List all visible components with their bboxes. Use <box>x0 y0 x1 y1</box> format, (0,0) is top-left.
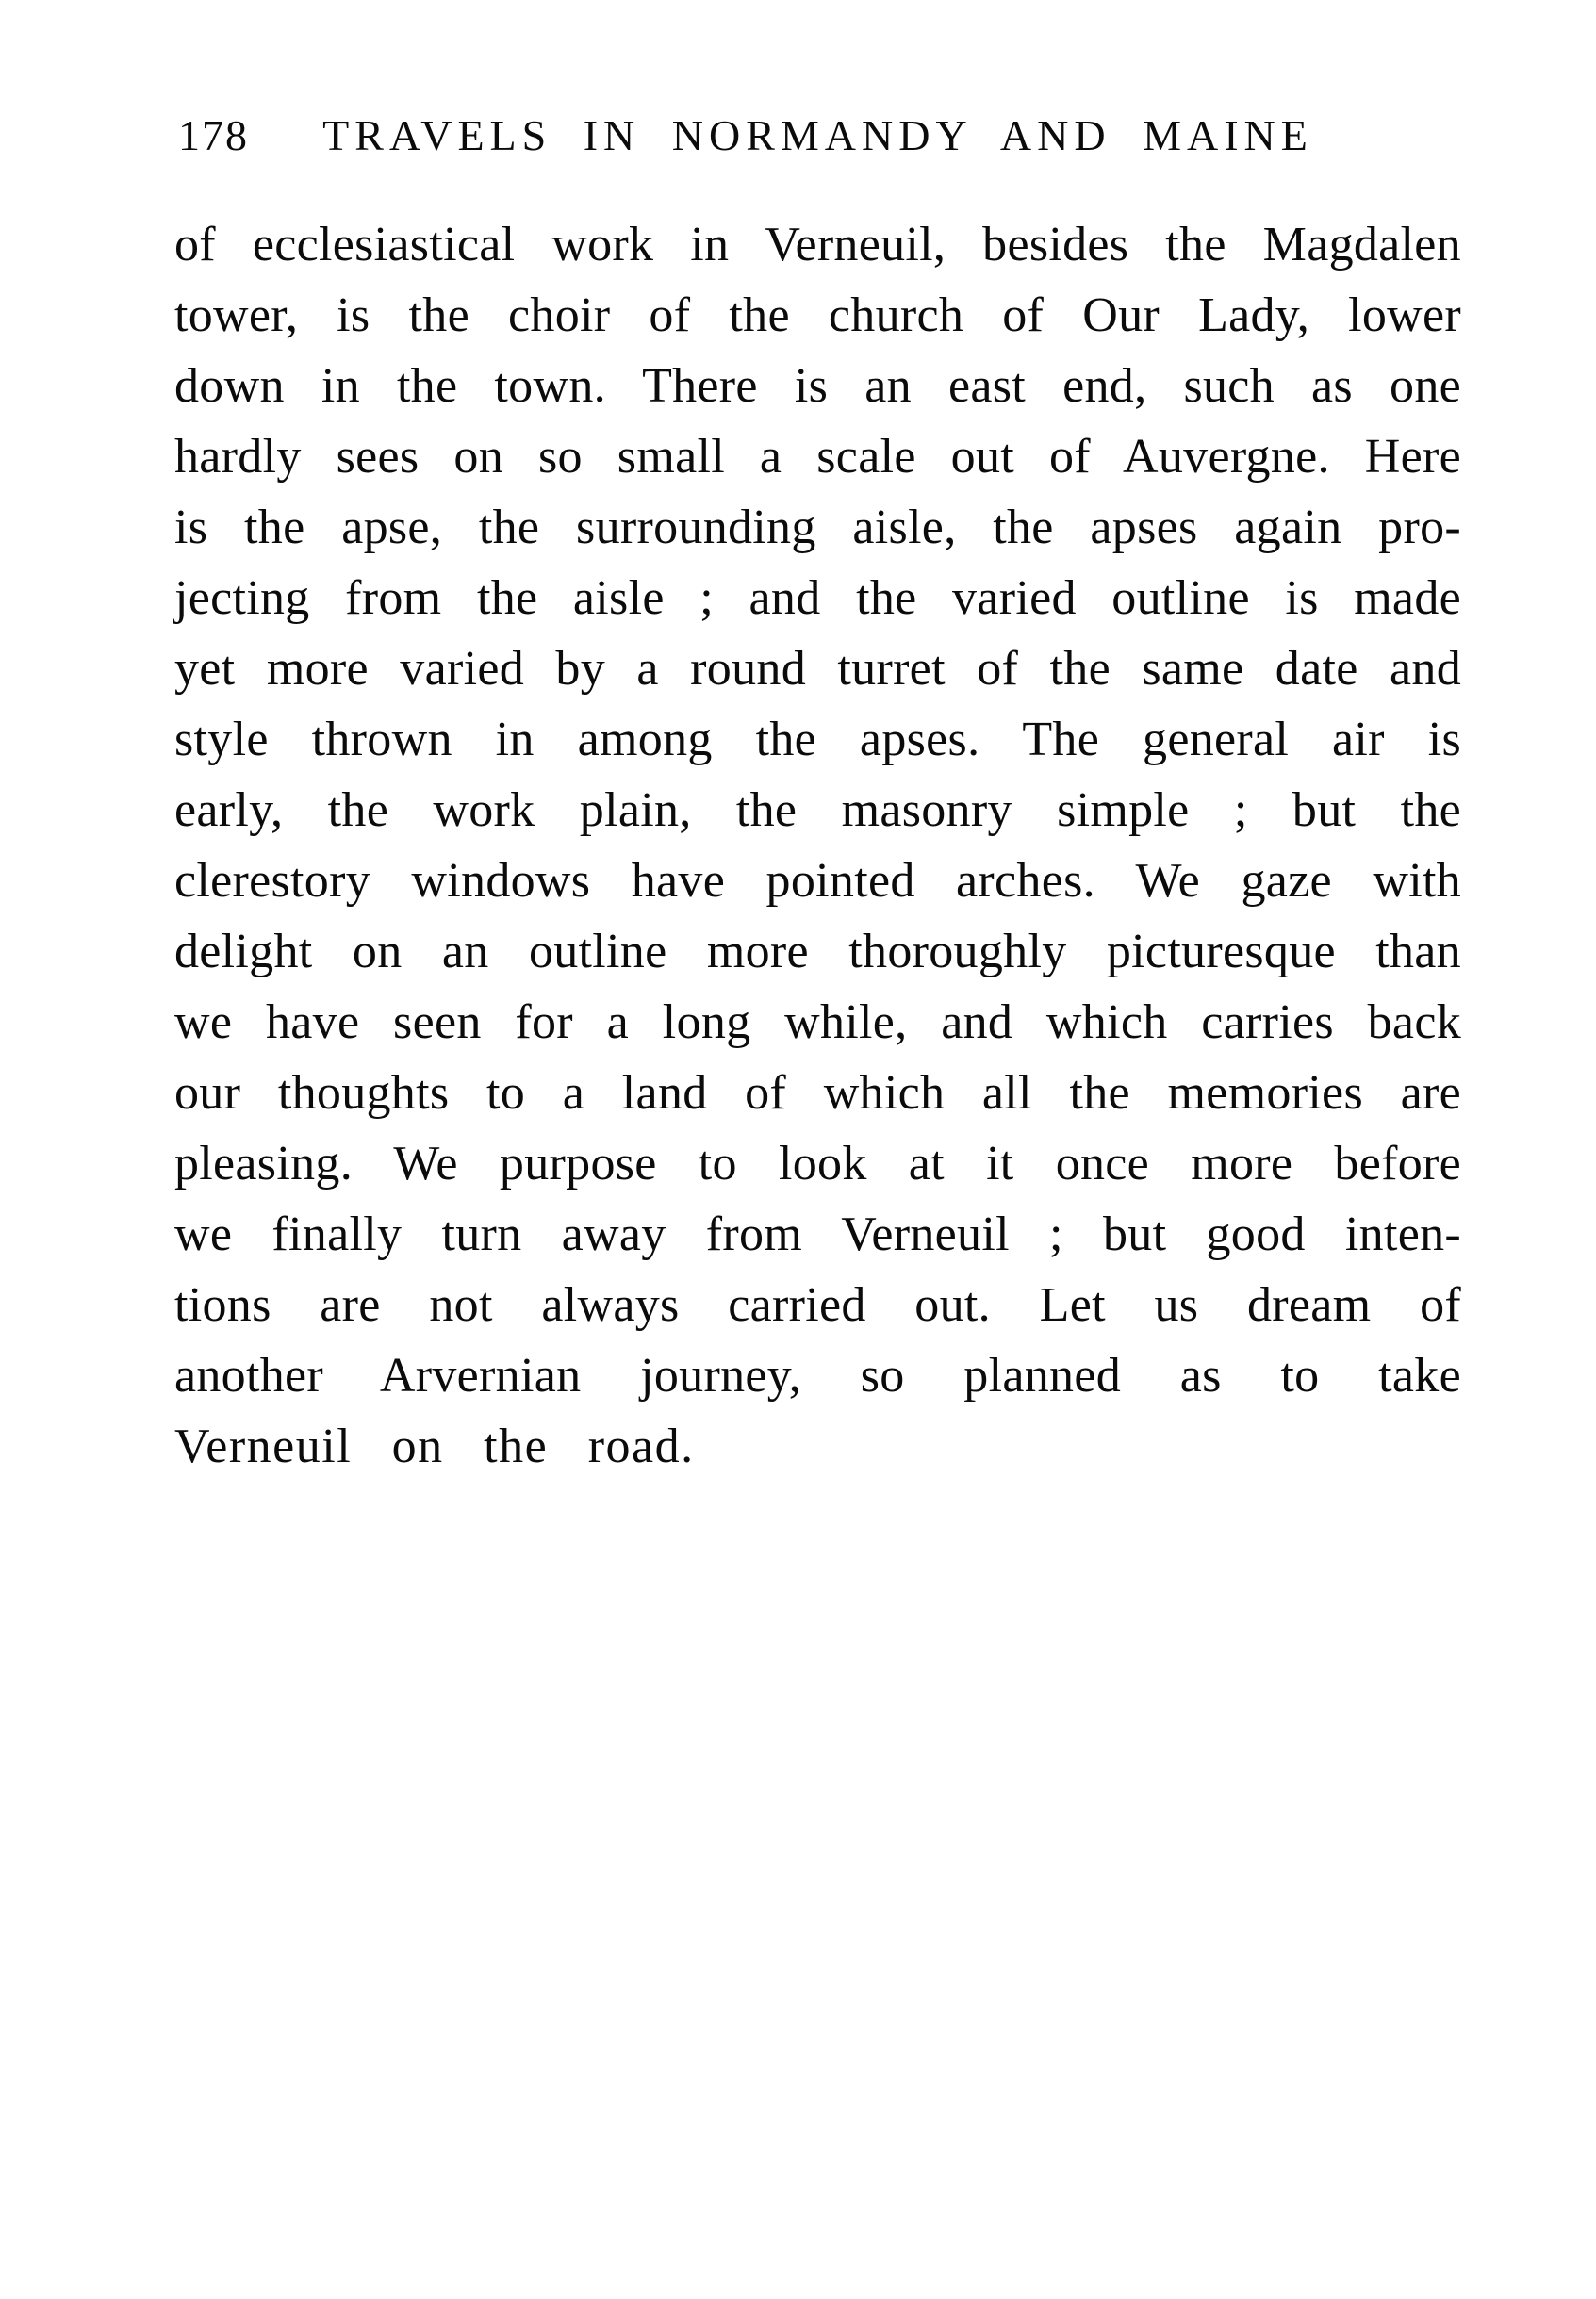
text-column <box>174 111 1461 1482</box>
text-line: we have seen for a long while, and which carries back <box>174 995 1461 1049</box>
body-text <box>174 209 1461 1482</box>
text-line: hardly sees on so small a scale out of Auvergne. Here <box>174 430 1461 484</box>
text-line: style thrown in among the apses. The general air is <box>174 713 1461 766</box>
text-line: clerestory windows have pointed arches. We gaze with <box>174 854 1461 908</box>
text-line: yet more varied by a round turret of the same date and <box>174 642 1461 696</box>
text-line: our thoughts to a land of which all the memories are <box>174 1066 1461 1120</box>
text-line: Verneuil on the road. <box>174 1420 695 1473</box>
text-line: pleasing. We purpose to look at it once more before <box>174 1137 1461 1191</box>
page-number: 178 <box>178 111 249 159</box>
text-line: jecting from the aisle ; and the varied outline is made <box>174 571 1461 625</box>
text-line: we finally turn away from Verneuil ; but good inten- <box>174 1207 1461 1261</box>
text-line: early, the work plain, the masonry simple ; but the <box>174 783 1461 837</box>
text-line: down in the town. There is an east end, such as one <box>174 359 1461 413</box>
text-line: is the apse, the surrounding aisle, the apses again pro- <box>174 501 1461 554</box>
running-head-title: TRAVELS IN NORMANDY AND MAINE <box>322 111 1313 159</box>
text-line: tower, is the choir of the church of Our Lady, lower <box>174 288 1461 342</box>
text-line: tions are not always carried out. Let us dream of <box>174 1278 1461 1332</box>
page-header <box>174 111 1461 160</box>
text-line: of ecclesiastical work in Verneuil, besides the Magdalen <box>174 218 1461 271</box>
text-line: another Arvernian journey, so planned as to take <box>174 1349 1461 1403</box>
text-line: delight on an outline more thoroughly picturesque than <box>174 925 1461 978</box>
